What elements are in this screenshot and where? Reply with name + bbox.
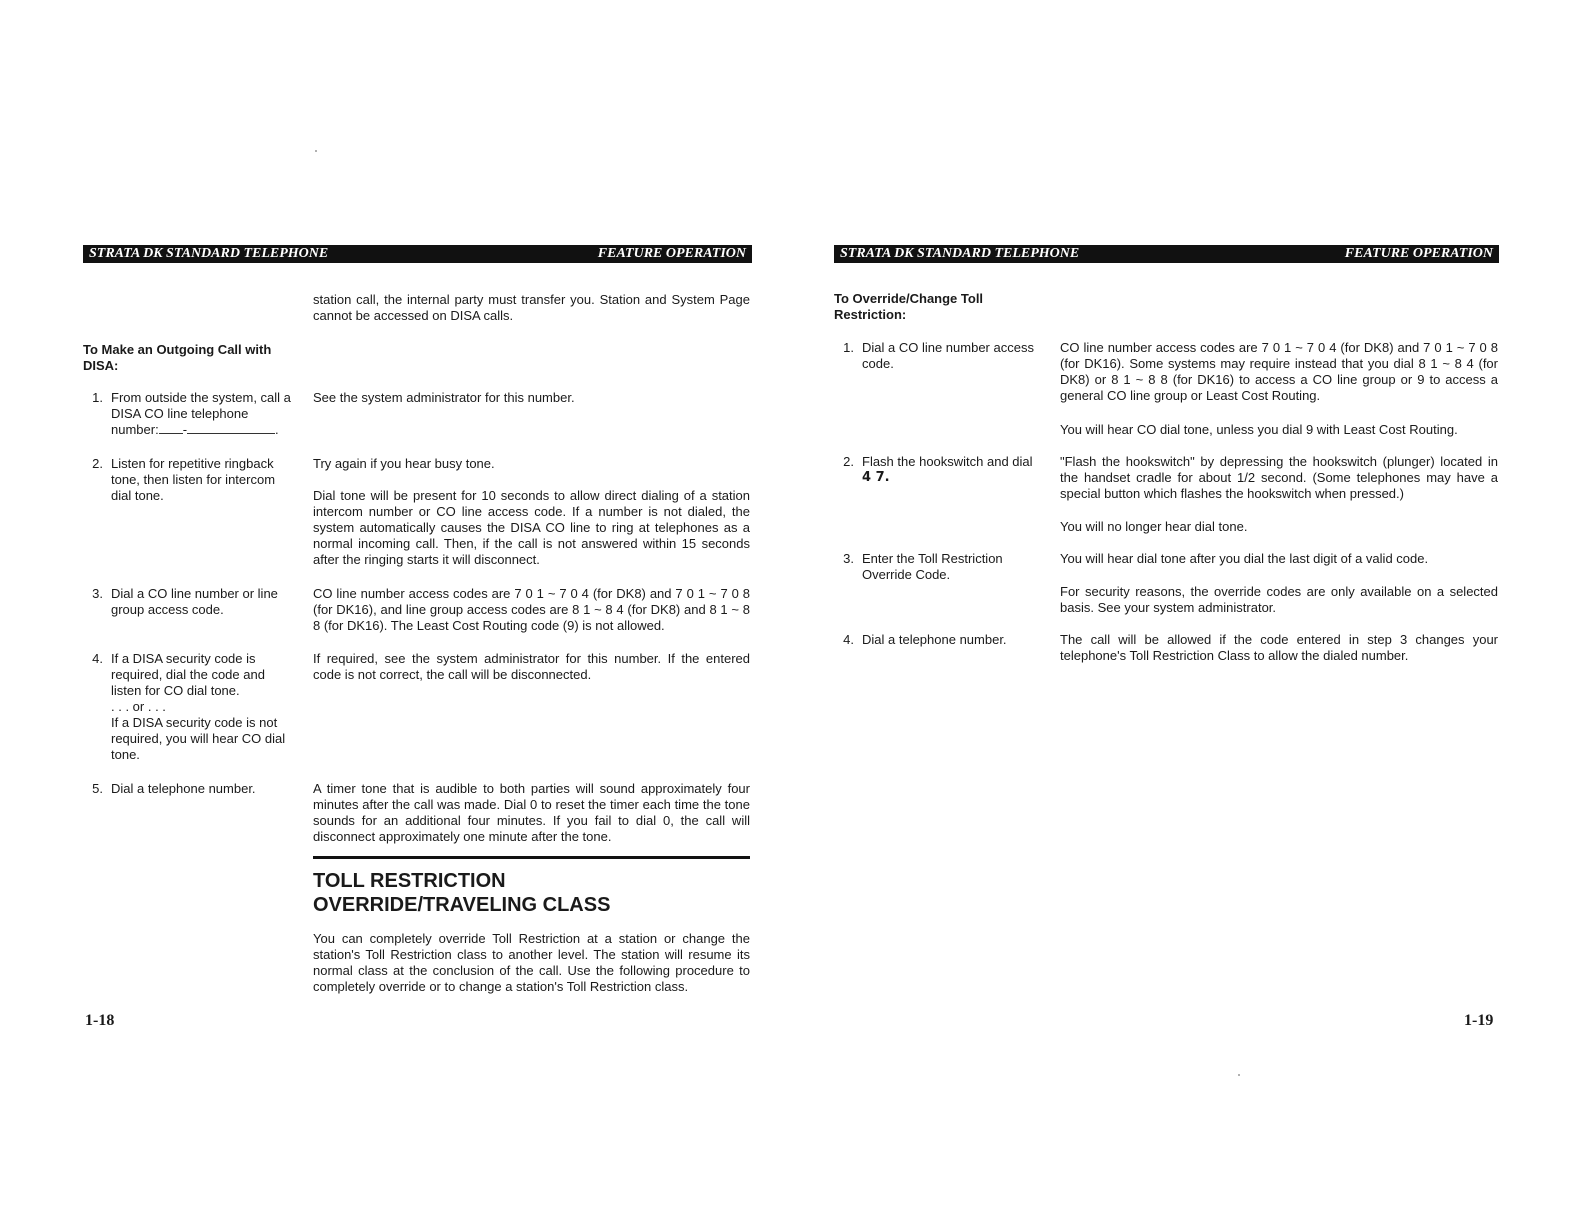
step-description: For security reasons, the override codes are only available on a selected basis. See your system administrator. — [1060, 584, 1498, 615]
step-description: You will hear dial tone after you dial the last digit of a valid code. — [1060, 551, 1429, 566]
step-number: 4. — [92, 651, 103, 666]
section-paragraph: You can completely override Toll Restriction at a station or change the station's Toll Restriction class to another level. The station will resume its normal class at the conclusion of the call. Use the following procedure to completely override or to change a station's Toll Restriction class. — [313, 931, 750, 994]
step-number: 2. — [843, 454, 854, 469]
step-number: 5. — [92, 781, 103, 796]
step-text: Dial a telephone number. — [111, 781, 256, 796]
step-description: You will hear CO dial tone, unless you dial 9 with Least Cost Routing. — [1060, 422, 1458, 437]
step-text: Dial a telephone number. — [862, 632, 1007, 647]
scan-speck — [315, 150, 317, 152]
step-description: "Flash the hookswitch" by depressing the hookswitch (plunger) located in the handset cradle for about 1/2 second. (Some telephones may have a special button which flashes the hookswitch when pressed.) — [1060, 454, 1498, 501]
page-number: 1-19 — [1464, 1012, 1494, 1029]
step-text: Flash the hookswitch and dial — [862, 454, 1033, 469]
step-text: From outside the system, call a DISA CO line telephone number: — [111, 390, 291, 437]
step-number: 4. — [843, 632, 854, 647]
step-text: If a DISA security code is required, dial the code and listen for CO dial tone. — [111, 651, 265, 698]
header-section: FEATURE OPERATION — [597, 246, 746, 261]
section-title: TOLL RESTRICTION OVERRIDE/TRAVELING CLASS — [313, 870, 611, 916]
step-description: See the system administrator for this number. — [313, 390, 575, 405]
step-text: Enter the Toll Restriction Override Code. — [862, 551, 1003, 582]
step-text: Dial a CO line number or line group access code. — [111, 586, 278, 617]
step-description: CO line number access codes are 7 0 1 ~ 7 0 4 (for DK8) and 7 0 1 ~ 7 0 8 (for DK16). Some systems may require instead that you dial 8 1 ~ 8 4 (for DK8) or 8 1 ~ 8 8 (for DK16) to access a CO line group or 9 to access a general CO line group or Least Cost Routing. — [1060, 340, 1498, 403]
page-header — [83, 245, 752, 263]
header-section: FEATURE OPERATION — [1344, 246, 1493, 261]
intro-text: station call, the internal party must transfer you. Station and System Page cannot be accessed on DISA calls. — [313, 292, 750, 323]
step-number: 3. — [843, 551, 854, 566]
step-text: Dial a CO line number access code. — [862, 340, 1034, 371]
step-description: Try again if you hear busy tone. — [313, 456, 495, 471]
step-number: 3. — [92, 586, 103, 601]
step-description: CO line number access codes are 7 0 1 ~ 7 0 4 (for DK8) and 7 0 1 ~ 7 0 8 (for DK16), and line group access codes are 8 1 ~ 8 4 (for DK8) and 8 1 ~ 8 8 (for DK16). The Least Cost Routing code (9) is not allowed. — [313, 586, 750, 633]
step-or: . . . or . . . — [111, 699, 166, 714]
step-number: 2. — [92, 456, 103, 471]
header-title: STRATA DK STANDARD TELEPHONE — [89, 246, 329, 261]
number-blank — [187, 423, 275, 434]
step-description: Dial tone will be present for 10 seconds to allow direct dialing of a station intercom number or CO line access code. If a number is not dialed, the system automatically causes the DISA CO line to ring at telephones as a normal incoming call. Then, if the call is not answered within 15 seconds after the ringing starts it will disconnect. — [313, 488, 750, 567]
number-blank — [159, 423, 183, 434]
page-header — [834, 245, 1499, 263]
step-description: If required, see the system administrator for this number. If the entered code is not correct, the call will be disconnected. — [313, 651, 750, 682]
dial-keys: 4 7. — [862, 470, 890, 485]
step-number: 1. — [92, 390, 103, 405]
page-number: 1-18 — [85, 1012, 115, 1029]
step-text: If a DISA security code is not required, you will hear CO dial tone. — [111, 715, 286, 762]
section-heading: To Override/Change Toll Restriction: — [834, 291, 984, 322]
step-description: You will no longer hear dial tone. — [1060, 519, 1248, 534]
header-title: STRATA DK STANDARD TELEPHONE — [840, 246, 1080, 261]
step-text: Listen for repetitive ringback tone, then listen for intercom dial tone. — [111, 456, 276, 503]
step-description: The call will be allowed if the code entered in step 3 changes your telephone's Toll Restriction Class to allow the dialed number. — [1060, 632, 1498, 663]
step-description: A timer tone that is audible to both parties will sound approximately four minutes after the call was made. Dial 0 to reset the timer each time the tone sounds for an additional four minutes. If you fail to dial 0, the call will disconnect approximately one minute after the tone. — [313, 781, 750, 844]
section-heading: To Make an Outgoing Call with DISA: — [83, 342, 272, 373]
right-page — [792, 0, 1584, 1221]
section-divider — [313, 856, 750, 859]
step-number: 1. — [843, 340, 854, 355]
scan-speck — [1238, 1074, 1240, 1076]
left-page: STRATA DK STANDARD TELEPHONE FEATURE OPERATION station call, the internal party must transfer you. Station and System Page cannot be accessed on DISA calls. To Make an Outgoing Call with DISA: 1. From outside the system, call a DISA CO line telephone number: - . See the system administrator for this number. 2. Listen for repetitive ringback tone, then listen for intercom dial tone. Try again if you hear busy tone. Dial tone will be present for 10 seconds to allow direct dialing of a station intercom number or CO line access code. If a number is not dialed, the system automatically causes the DISA CO line to ring at telephones as a normal incoming call. Then, if the call is not answered within 15 seconds after the ringing starts it will disconnect. 3. Dial a CO line number or line group access code. CO line number access codes are 7 0 1 ~ 7 0 4 (for DK8) and 7 0 1 ~ 7 0 8 (for DK16), and line group access codes are 8 1 ~ 8 4 (for DK8) and 8 1 ~ 8 8 (for DK16). The Least Cost Routing code (9) is not allowed. 4. If a DISA security code is required, dial the code and listen for CO dial tone. . . . or . . . If a DISA security code is not required, you will hear CO dial tone. If required, see the system administrator for this number. If the entered code is not correct, the call will be disconnected. 5. Dial a telephone number. A timer tone that is audible to both parties will sound approximately four minutes after the call was made. Dial 0 to reset the timer each time the tone sounds for an additional four minutes. If you fail to dial 0, the call will disconnect approximately one minute after the tone. TOLL RESTRICTION OVERRIDE/TRAVELING CLASS You can completely override Toll Restriction at a station or change the station's Toll Restriction class to another level. The station will resume its normal class at the conclusion of the call. Use the following procedure to completely override or to change a station's Toll Restriction class. 1-18 — [0, 0, 792, 1221]
